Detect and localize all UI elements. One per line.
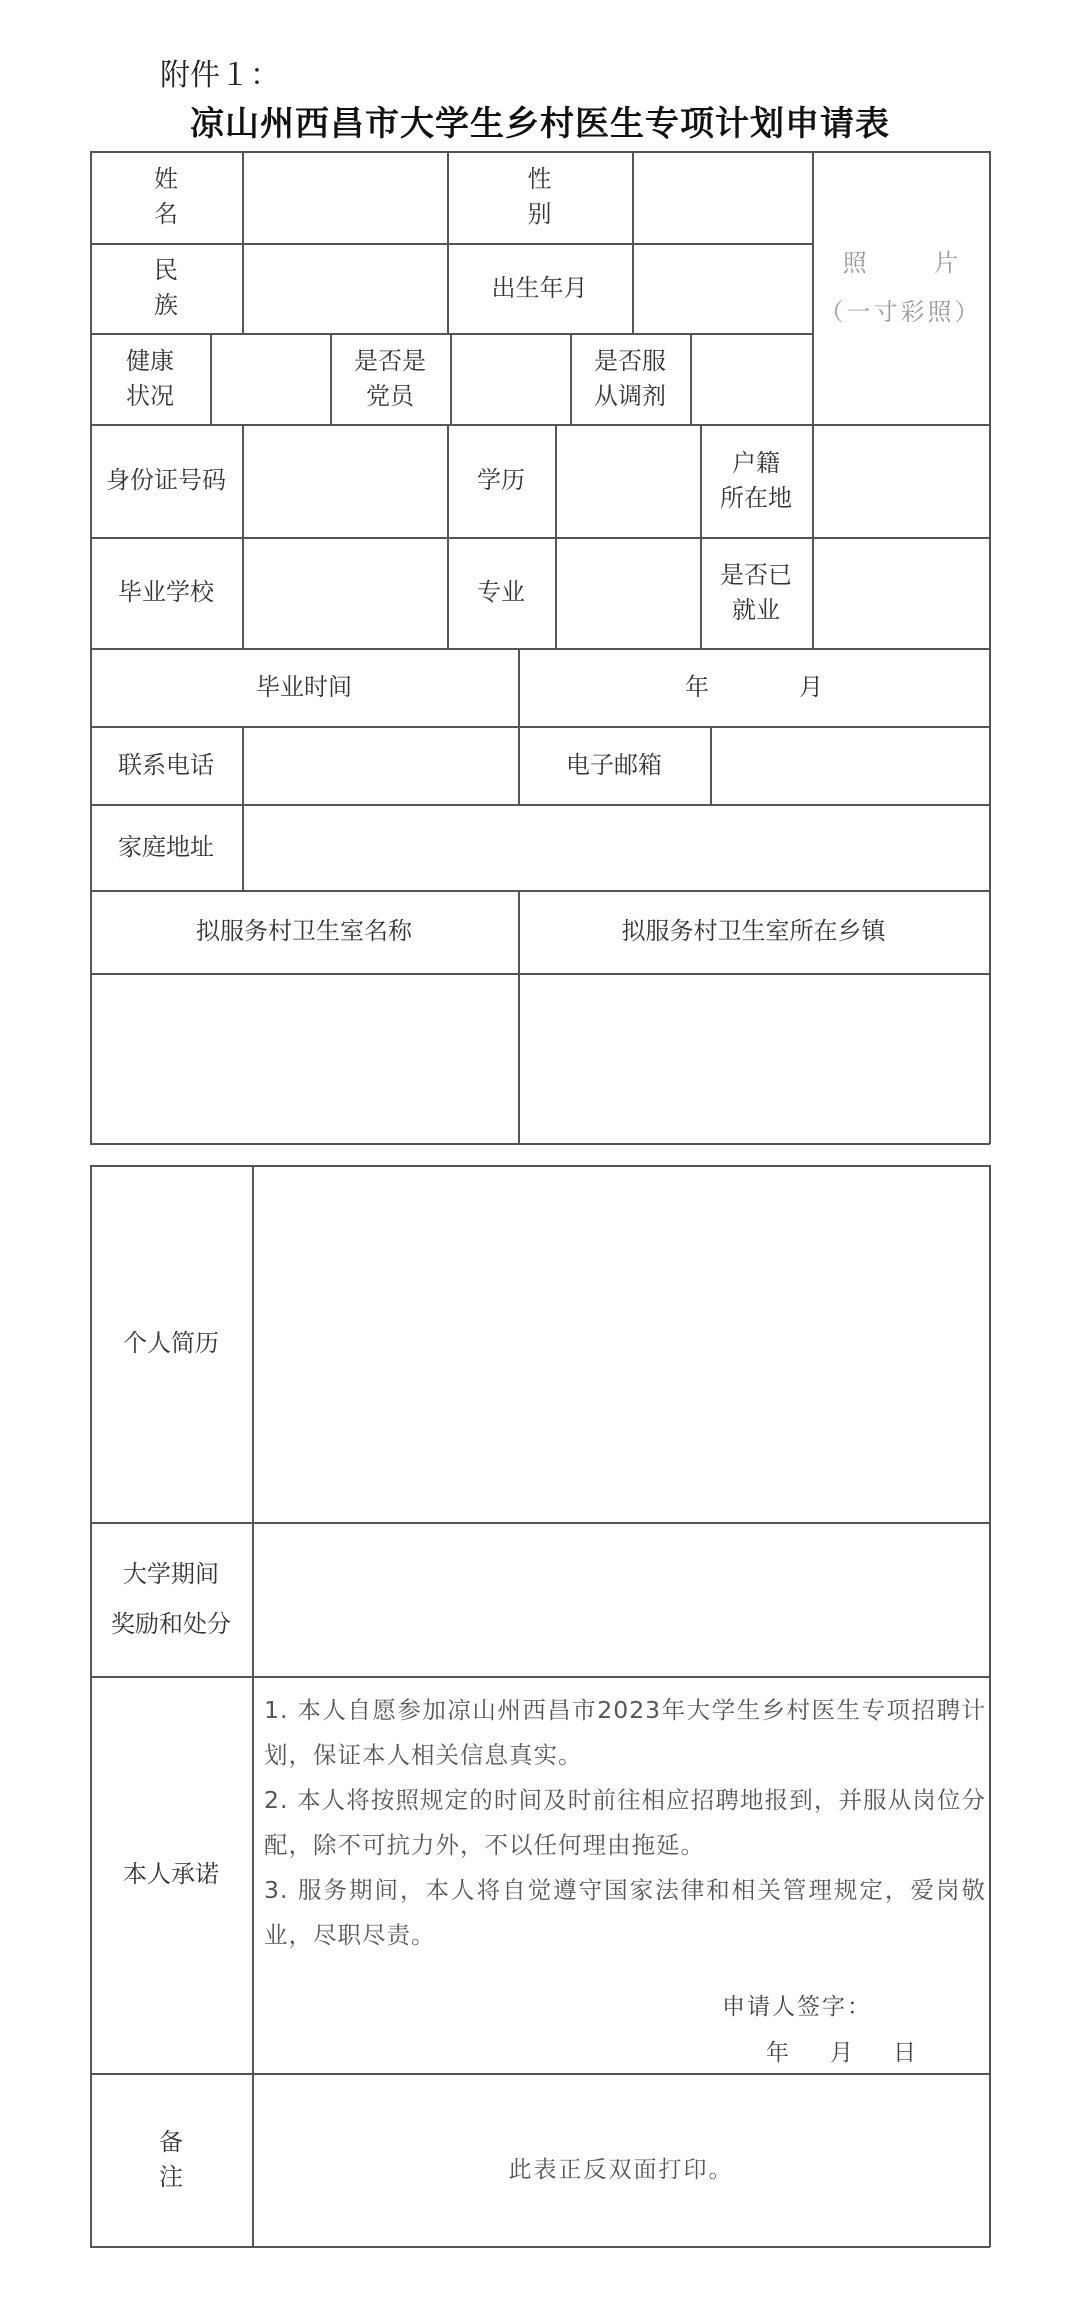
health-field[interactable] xyxy=(211,334,329,423)
hukou-label-line2: 所在地 xyxy=(720,483,792,512)
adjust-field[interactable] xyxy=(691,334,811,423)
remarks-label: 备 注 xyxy=(159,2127,225,2191)
phone-label: 联系电话 xyxy=(118,750,214,779)
ethnicity-label: 民 族 xyxy=(154,256,220,319)
date-day-unit: 日 xyxy=(893,2040,916,2066)
attachment-label: 附件１： xyxy=(160,58,280,93)
grad-year-unit: 年 xyxy=(685,672,709,701)
address-label: 家庭地址 xyxy=(118,832,214,861)
name-label: 姓 名 xyxy=(154,165,220,228)
employed-field[interactable] xyxy=(813,538,988,647)
party-label-line2: 党员 xyxy=(366,381,414,410)
gender-field[interactable] xyxy=(633,152,811,242)
email-label: 电子邮箱 xyxy=(566,750,662,779)
promise-text xyxy=(264,1688,986,1958)
awards-label-line2: 奖励和处分 xyxy=(111,1610,231,1638)
clinic-town-label: 拟服务村卫生室所在乡镇 xyxy=(621,917,886,946)
adjust-label-line1: 是否服 xyxy=(594,346,666,375)
phone-field[interactable] xyxy=(243,727,517,803)
party-label-line1: 是否是 xyxy=(354,346,426,375)
party-label xyxy=(330,333,450,424)
resume-label: 个人简历 xyxy=(123,1329,219,1358)
employed-label xyxy=(700,537,812,648)
school-label: 毕业学校 xyxy=(118,578,214,607)
ethnicity-field[interactable] xyxy=(243,244,446,332)
health-label-line1: 健康 xyxy=(126,346,174,375)
clinic-name-field[interactable] xyxy=(91,974,517,1142)
education-field[interactable] xyxy=(556,425,699,536)
promise-label: 本人承诺 xyxy=(123,1860,219,1889)
clinic-name-label: 拟服务村卫生室名称 xyxy=(196,917,412,946)
promise-item-1: 1. 本人自愿参加凉山州西昌市2023年大学生乡村医生专项招聘计划，保证本人相关信息真实。 xyxy=(264,1696,986,1769)
health-label-line2: 状况 xyxy=(126,381,174,410)
employed-label-line1: 是否已 xyxy=(720,560,792,589)
photo-box[interactable] xyxy=(812,151,989,424)
awards-label xyxy=(90,1522,252,1676)
address-field[interactable] xyxy=(243,805,988,889)
resume-field[interactable] xyxy=(253,1166,988,1521)
signature-field[interactable] xyxy=(860,1982,980,2018)
school-field[interactable] xyxy=(243,538,446,647)
hukou-field[interactable] xyxy=(813,425,988,536)
grad-month-unit: 月 xyxy=(799,672,823,701)
birth-field[interactable] xyxy=(633,244,811,332)
major-label: 专业 xyxy=(477,578,525,607)
clinic-town-field[interactable] xyxy=(519,974,988,1142)
promise-item-3: 3. 服务期间，本人将自觉遵守国家法律和相关管理规定，爱岗敬业，尽职尽责。 xyxy=(264,1876,986,1949)
party-field[interactable] xyxy=(451,334,569,423)
promise-item-2: 2. 本人将按照规定的时间及时前往相应招聘地报到，并服从岗位分配，除不可抗力外，不以任何理由拖延。 xyxy=(264,1786,986,1859)
remarks-text: 此表正反双面打印。 xyxy=(508,2156,734,2183)
photo-hint: （一寸彩照） xyxy=(819,297,982,326)
form-title: 凉山州西昌市大学生乡村医生专项计划申请表 xyxy=(190,104,890,144)
awards-field[interactable] xyxy=(253,1523,988,1675)
awards-label-line1: 大学期间 xyxy=(123,1559,219,1588)
email-field[interactable] xyxy=(711,727,988,803)
signature-label: 申请人签字： xyxy=(722,1994,872,2020)
name-field[interactable] xyxy=(243,152,446,242)
grad-time-label: 毕业时间 xyxy=(256,672,352,701)
adjust-label-line2: 从调剂 xyxy=(594,381,666,410)
education-label: 学历 xyxy=(477,466,525,495)
health-label xyxy=(90,333,210,424)
adjust-label xyxy=(570,333,690,424)
major-field[interactable] xyxy=(556,538,699,647)
id-number-label: 身份证号码 xyxy=(106,466,226,495)
gender-label: 性 别 xyxy=(527,165,594,228)
hukou-label-line1: 户籍 xyxy=(732,448,780,477)
date-year-unit: 年 xyxy=(766,2040,789,2066)
id-number-field[interactable] xyxy=(243,425,446,536)
birth-label: 出生年月 xyxy=(491,273,588,302)
employed-label-line2: 就业 xyxy=(732,595,780,624)
grad-time-field[interactable] xyxy=(519,649,989,725)
date-month-unit: 月 xyxy=(830,2040,853,2066)
hukou-label xyxy=(700,424,812,537)
photo-label: 照 片 xyxy=(842,248,989,277)
